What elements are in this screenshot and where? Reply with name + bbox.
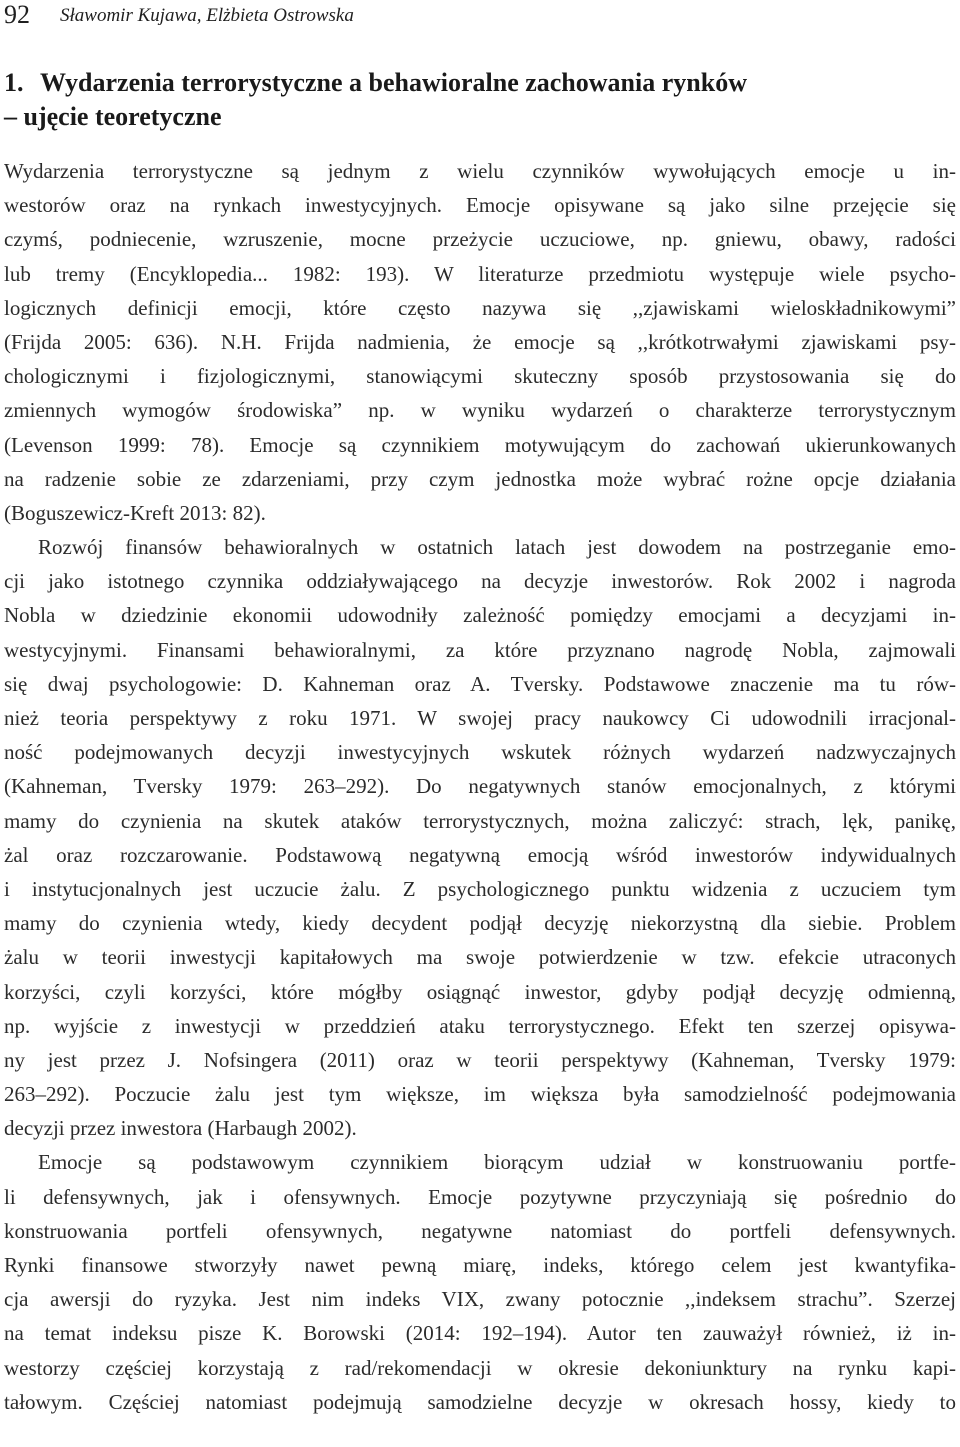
section-heading [4,66,944,134]
text-line: na radzenie sobie ze zdarzeniami, przy czym jednostka może wybrać rożne opcje działania [4,466,956,491]
running-header-authors: Sławomir Kujawa, Elżbieta Ostrowska [60,5,354,26]
body-text [4,154,956,1419]
text-line: (Levenson 1999: 78). Emocje są czynnikiem motywującym do zachowań ukierunkowanych [4,432,956,457]
text-line: westorów oraz na rynkach inwestycyjnych. Emocje opisywane są jako silne przejęcie się [4,193,956,218]
text-line: chologicznymi i fizjologicznymi, stanowiącymi skuteczny sposób przystosowania się do [4,364,956,389]
text-line: na temat indeksu pisze K. Borowski (2014: 192–194). Autor ten zauważył również, iż in- [4,1321,956,1346]
text-line: czymś, podniecenie, wzruszenie, mocne przeżycie uczuciowe, np. gniewu, obawy, radości [4,227,956,252]
text-line: Rynki finansowe stworzyły nawet pewną miarę, indeks, którego celem jest kwantyfika- [4,1253,956,1277]
text-line: np. wyjście z inwestycji w przeddzień ataku terrorystycznego. Efekt ten szerzej opisywa- [4,1013,956,1038]
text-line: logicznych definicji emocji, które często nazywa się ,,zjawiskami wieloskładnikowymi” [4,295,956,320]
text-line: 263–292). Poczucie żalu jest tym większe, im większa była samodzielność podejmowania [4,1082,956,1107]
text-line: li defensywnych, jak i ofensywnych. Emocje pozytywne przyczyniają się pośrednio do [4,1184,956,1209]
text-line: decyzji przez inwestora (Harbaugh 2002). [4,1116,357,1141]
text-line: Nobla w dziedzinie ekonomii udowodniły zależność pomiędzy emocjami a decyzjami in- [4,603,956,628]
text-line: Rozwój finansów behawioralnych w ostatnich latach jest dowodem na postrzeganie emo- [38,535,956,560]
text-line: korzyści, czyli korzyści, które mógłby osiągnąć inwestor, gdyby podjął decyzję odmienną, [4,979,956,1004]
text-line: westycyjnymi. Finansami behawioralnymi, za które przyznano nagrodę Nobla, zajmowali [4,637,956,662]
text-line: tałowym. Częściej natomiast podejmują samodzielne decyzje w okresach hossy, kiedy to [4,1389,956,1414]
text-line: cji jako istotnego czynnika oddziaływającego na decyzje inwestorów. Rok 2002 i nagroda [4,569,956,594]
section-number: 1. [4,68,24,97]
text-line: cja awersji do ryzyka. Jest nim indeks VIX, zwany potocznie ,,indeksem strachu”. Szerzej [4,1287,956,1312]
text-line: żalu w teorii inwestycji kapitałowych ma swoje potwierdzenie w tzw. efekcie utraconych [4,945,956,970]
text-line: (Boguszewicz-Kreft 2013: 82). [4,500,266,525]
text-line: Wydarzenia terrorystyczne są jednym z wielu czynników wywołujących emocje u in- [4,159,956,183]
text-line: westorzy częściej korzystają z rad/rekomendacji w okresie dekoniunktury na rynku kapi- [4,1355,956,1380]
text-line: lub tremy (Encyklopedia... 1982: 193). W literaturze przedmiotu występuje wiele psycho- [4,261,956,286]
text-line: żal oraz rozczarowanie. Podstawową negatywną emocją wśród inwestorów indywidualnych [4,842,956,867]
section-title-line-1: Wydarzenia terrorystyczne a behawioralne zachowania rynków [40,68,747,97]
text-line: mamy do czynienia na skutek ataków terrorystycznych, można zaliczyć: strach, lęk, panikę, [4,808,956,833]
page-number: 92 [4,0,30,29]
text-line: (Kahneman, Tversky 1979: 263–292). Do negatywnych stanów emocjonalnych, z którymi [4,774,956,799]
text-line: (Frijda 2005: 636). N.H. Frijda nadmienia, że emocje są ,,krótkotrwałymi zjawiskami psy- [4,329,956,354]
text-line: ny jest przez J. Nofsingera (2011) oraz w teorii perspektywy (Kahneman, Tversky 1979: [4,1047,956,1072]
text-line: konstruowania portfeli ofensywnych, negatywne natomiast do portfeli defensywnych. [4,1218,956,1243]
text-line: i instytucjonalnych jest uczucie żalu. Z psychologicznego punktu widzenia z uczuciem tym [4,876,956,901]
section-title-line-2: – ujęcie teoretyczne [4,102,222,131]
text-line: zmiennych wymogów środowiska” np. w wyniku wydarzeń o charakterze terrorystycznym [4,398,956,423]
text-line: Emocje są podstawowym czynnikiem biorącym udział w konstruowaniu portfe- [38,1150,956,1175]
text-line: nież teoria perspektywy z roku 1971. W swojej pracy naukowcy Ci udowodnili irracjonal- [4,706,956,730]
text-line: się dwaj psychologowie: D. Kahneman oraz A. Tversky. Podstawowe znaczenie ma tu rów- [4,671,956,696]
text-line: mamy do czynienia wtedy, kiedy decydent podjął decyzję niekorzystną dla siebie. Problem [4,911,956,936]
text-line: ność podejmowanych decyzji inwestycyjnych wskutek różnych wydarzeń nadzwyczajnych [4,740,956,765]
running-header [4,0,354,36]
